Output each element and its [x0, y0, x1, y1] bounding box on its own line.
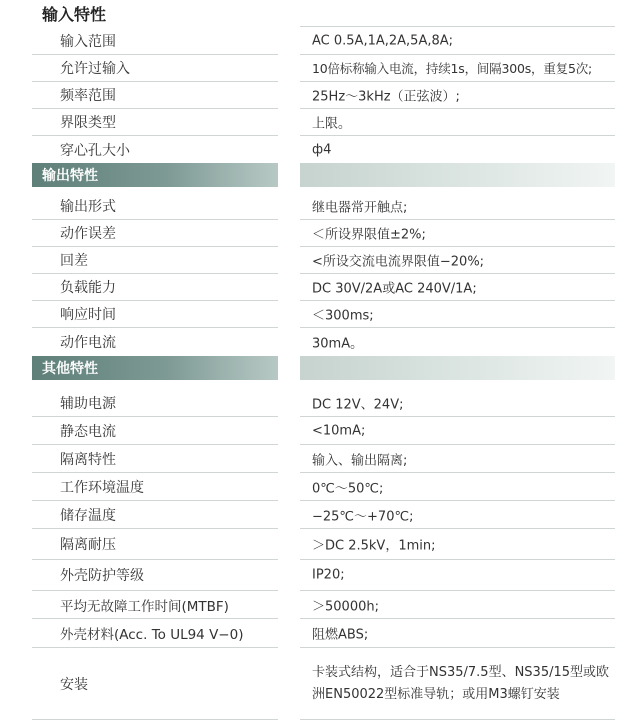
table-row	[0, 220, 632, 247]
section-title: 其他特性	[42, 361, 98, 377]
row-label: 负载能力	[60, 280, 116, 296]
table-row	[0, 648, 632, 720]
row-label: 辅助电源	[60, 395, 116, 412]
divider	[300, 26, 615, 27]
row-label: 输出形式	[60, 199, 116, 215]
row-value: ＞50000h;	[312, 599, 379, 614]
table-row	[0, 193, 632, 220]
row-value: 继电器常开触点;	[312, 200, 408, 216]
row-label: 动作误差	[60, 226, 116, 242]
table-row	[0, 274, 632, 301]
row-value: 卡装式结构，适合于NS35/7.5型、NS35/15型或欧洲EN50022型标准导轨；或用M3螺钉安装	[312, 664, 610, 702]
row-value: 10倍标称输入电流，持续1s，间隔300s，重复5次;	[312, 61, 593, 76]
row-label: 隔离耐压	[60, 537, 116, 553]
row-value: <所设交流电流界限值−20%;	[312, 254, 485, 270]
table-row	[0, 389, 632, 417]
row-value: ＜300ms;	[312, 308, 374, 324]
table-row	[0, 417, 632, 445]
table-row	[0, 473, 632, 501]
table-row	[0, 529, 632, 560]
row-value: DC 30V/2A或AC 240V/1A;	[312, 281, 477, 297]
row-label: 外壳防护等级	[60, 568, 144, 584]
row-label: 工作环境温度	[60, 479, 144, 496]
row-label: 静态电流	[60, 423, 116, 440]
row-label: 隔离特性	[60, 451, 116, 468]
table-row	[0, 136, 632, 163]
table-row	[0, 328, 632, 356]
table-row	[0, 82, 632, 109]
row-label: 界限类型	[60, 115, 116, 131]
row-value: DC 12V、24V;	[312, 397, 404, 412]
table-row	[0, 247, 632, 274]
row-value: 输入、输出隔离;	[312, 453, 408, 468]
table-row	[0, 445, 632, 473]
table-row	[0, 55, 632, 82]
row-value: ф4	[312, 142, 332, 157]
row-label: 储存温度	[60, 507, 116, 524]
row-label: 安装	[60, 676, 88, 693]
row-value: 上限。	[312, 116, 352, 132]
row-value: −25℃～+70℃;	[312, 509, 414, 524]
table-row	[0, 301, 632, 328]
row-label: 穿心孔大小	[60, 142, 130, 159]
row-value: ＜所设界限值±2%;	[312, 227, 426, 243]
row-value: 阻燃ABS;	[312, 627, 369, 643]
row-value: AC 0.5A,1A,2A,5A,8A;	[312, 33, 454, 49]
row-value: 25Hz～3kHz（正弦波）;	[312, 89, 460, 105]
row-label: 频率范围	[60, 88, 116, 104]
row-label: 动作电流	[60, 335, 116, 351]
row-label: 响应时间	[60, 307, 116, 323]
row-label: 输入范围	[60, 34, 116, 50]
row-value: 0℃～50℃;	[312, 481, 384, 496]
table-row	[0, 619, 632, 648]
table-row	[0, 109, 632, 136]
row-label: 外壳材料(Acc. To UL94 V−0)	[60, 627, 244, 643]
row-value: ＞DC 2.5kV，1min;	[312, 538, 436, 554]
row-label: 回差	[60, 253, 88, 269]
table-row	[0, 560, 632, 591]
row-value: IP20;	[312, 567, 345, 583]
section-header-output	[0, 163, 632, 187]
section-title: 输出特性	[42, 168, 98, 184]
table-row	[0, 28, 632, 55]
row-value: 30mA。	[312, 336, 364, 352]
row-value: <10mA;	[312, 423, 366, 438]
table-row	[0, 501, 632, 529]
section-header-other	[0, 356, 632, 380]
section-title-input: 输入特性	[42, 5, 107, 24]
row-label: 允许过输入	[60, 61, 130, 77]
table-row	[0, 591, 632, 619]
row-label: 平均无故障工作时间(MTBF)	[60, 598, 229, 615]
